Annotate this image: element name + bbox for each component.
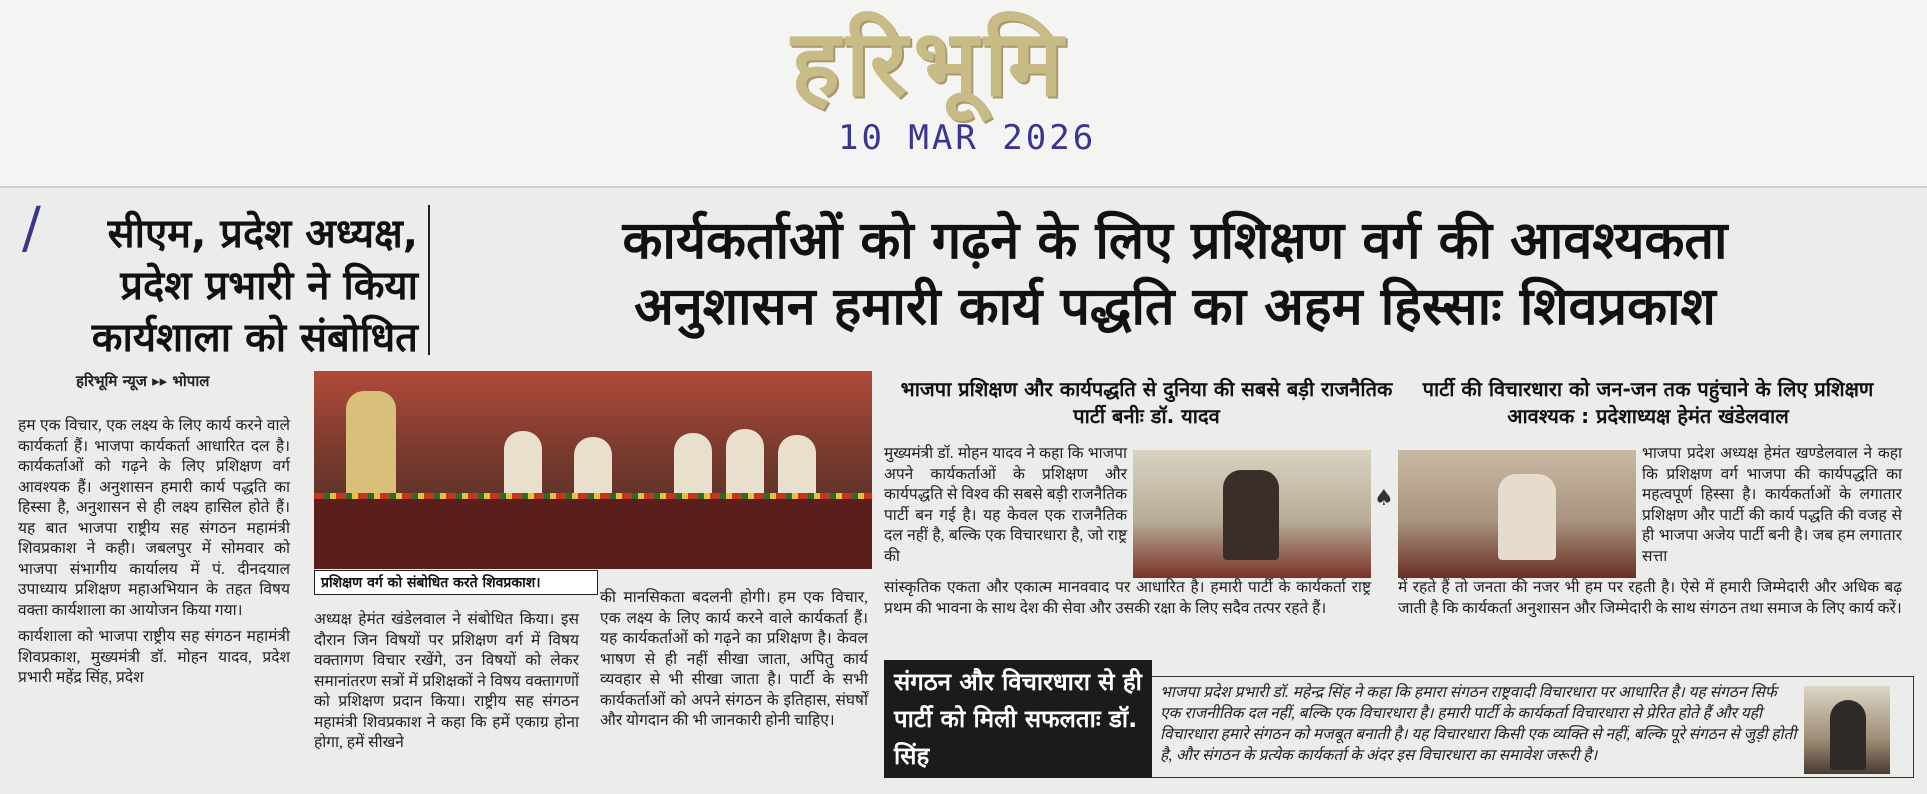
speaker-figure (1830, 700, 1866, 770)
paragraph: कार्यशाला को भाजपा राष्ट्रीय सह संगठन महामंत्री शिवप्रकाश, मुख्यमंत्री डॉ. मोहन यादव, प्रदेश प्रभारी महेंद्र सिंह, प्रदेश (18, 628, 290, 686)
tree-divider-icon: ♠ (1374, 486, 1394, 511)
side-headline-line: कार्यशाला को संबोधित (91, 315, 418, 361)
stage-dais (314, 499, 872, 569)
article-column-2: अध्यक्ष हेमंत खंडेलवाल ने संबोधित किया। इस दौरान जिन विषयों पर प्रशिक्षण वर्ग में विषय वक्तागण विचार रखेंगे, उन विषयों को लेकर समानांतरण सत्रों में प्रशिक्षकों ने विषय वक्तागणों को प्रशिक्षण प्रदान किया। राष्ट्रीय सह संगठन महामंत्री शिवप्रकाश ने कहा कि हमें एकाग्र होना होगा, हमें सीखने (314, 611, 579, 751)
khandelwal-column: भाजपा प्रदेश अध्यक्ष हेमंत खण्डेलवाल ने कहा कि प्रशिक्षण वर्ग भाजपा की कार्यपद्धति का महत्वपूर्ण हिस्सा है। कार्यकर्ताओं के लगातार प्रशिक्षण और पार्टी की कार्य पद्धति की वजह से ही भाजपा अजेय पार्टी बनी है। जब हम लगातार सत्ता (1642, 445, 1902, 565)
photo-caption: प्रशिक्षण वर्ग को संबोधित करते शिवप्रकाश। (314, 570, 598, 595)
khandelwal-photo (1398, 450, 1636, 578)
newspaper-masthead: हरिभूमि (791, 9, 1069, 117)
side-headline (42, 208, 418, 364)
yadav-column: मुख्यमंत्री डॉ. मोहन यादव ने कहा कि भाजपा अपने कार्यकर्ताओं के प्रशिक्षण और कार्यपद्धति से विश्व की सबसे बड़ी राजनैतिक पार्टी बन गई है। यह केवल एक राजनैतिक दल नहीं है, बल्कि एक विचारधारा है, जो राष्ट्र की (884, 445, 1127, 565)
article-column-1 (18, 416, 290, 689)
singh-box-text: भाजपा प्रदेश प्रभारी डॉ. महेन्द्र सिंह ने कहा कि हमारा संगठन राष्ट्रवादी विचारधारा पर आधारित है। यह संगठन सिर्फ एक राजनीतिक दल नहीं, बल्कि एक विचारधारा है। हमारी पार्टी के कार्यकर्ता विचारधारा से प्रेरित होते हैं और यही विचारधारा हमारे संगठन को मजबूत बनाती है। यह विचारधारा किसी एक व्यक्ति से नहीं, बल्कि पूरे संगठन से जुड़ी होती है, और संगठन के प्रत्येक कार्यकर्ता के अंदर इस विचारधारा का समावेश जरूरी है। (1160, 684, 1797, 764)
date-stamp: 10 MAR 2026 (838, 118, 1097, 158)
singh-photo (1804, 686, 1890, 774)
byline: हरिभूमि न्यूज ▸▸ भोपाल (76, 372, 210, 390)
main-headline-line: कार्यकर्ताओं को गढ़ने के लिए प्रशिक्षण वर्ग की आवश्यकता (622, 211, 1728, 271)
event-photo (314, 371, 872, 569)
speaker-figure (1498, 474, 1556, 560)
side-headline-line: सीएम, प्रदेश अध्यक्ष, (107, 211, 418, 257)
headline-divider (428, 205, 430, 355)
khandelwal-column-continued: में रहते हैं तो जनता की नजर भी हम पर रहती है। ऐसे में हमारी जिम्मेदारी और अधिक बढ़ जाती है कि कार्यकर्ता अनुशासन और जिम्मेदारी के साथ संगठन तथा समाज के लिए कार्य करें। (1398, 579, 1902, 617)
article-column-3: की मानसिकता बदलनी होगी। हम एक विचार, एक लक्ष्य के लिए कार्य करने वाले कार्यकर्ता हैं। यह कार्यकर्ताओं को गढ़ने का प्रशिक्षण है। केवल भाषण से ही नहीं सीखा जाता, अपितु कार्य व्यवहार से भी सीखा जाता है। पार्टी के सभी कार्यकर्ताओं को अपने संगठन के इतिहास, संघर्षों और योगदान की भी जानकारी होनी चाहिए। (600, 589, 868, 729)
singh-box-title: संगठन और विचारधारा से ही पार्टी को मिली सफलताः डॉ. सिंह (884, 660, 1152, 778)
main-headline (440, 208, 1910, 340)
yadav-photo (1133, 450, 1371, 578)
main-headline-line: अनुशासन हमारी कार्य पद्धति का अहम हिस्साः शिवप्रकाश (634, 277, 1716, 337)
paragraph: हम एक विचार, एक लक्ष्य के लिए कार्य करने वाले कार्यकर्ता हैं। भाजपा कार्यकर्ता आधारित दल है। कार्यकर्ताओं को गढ़ने के लिए प्रशिक्षण वर्ग आवश्यक हैं। अनुशासन हमारी कार्य पद्धति का हिस्सा है, अनुशासन से ही लक्ष्य हासिल होते हैं। यह बात भाजपा राष्ट्रीय सह संगठन महामंत्री शिवप्रकाश ने कही। जबलपुर में सोमवार को भाजपा संभागीय कार्यालय में पं. दीनदयाल उपाध्याय प्रशिक्षण महाअभियान के तहत विषय वक्ता कार्यशाला का आयोजन किया गया। (18, 417, 290, 619)
side-headline-line: प्रदेश प्रभारी ने किया (120, 263, 418, 309)
pen-mark-icon: / (22, 196, 41, 261)
yadav-column-continued: सांस्कृतिक एकता और एकात्म मानववाद पर आधारित है। हमारी पार्टी के कार्यकर्ता राष्ट्र प्रथम की भावना के साथ देश की सेवा और उसकी रक्षा के लिए सदैव तत्पर रहते हैं। (884, 579, 1371, 617)
sub-headline-yadav: भाजपा प्रशिक्षण और कार्यपद्धति से दुनिया की सबसे बड़ी राजनैतिक पार्टी बनीः डॉ. यादव (900, 377, 1393, 428)
speaker-figure (1223, 470, 1279, 560)
sub-headline-khandelwal: पार्टी की विचारधारा को जन-जन तक पहुंचाने के लिए प्रशिक्षण आवश्यक : प्रदेशाध्यक्ष हेमंत खंडेलवाल (1422, 377, 1874, 428)
